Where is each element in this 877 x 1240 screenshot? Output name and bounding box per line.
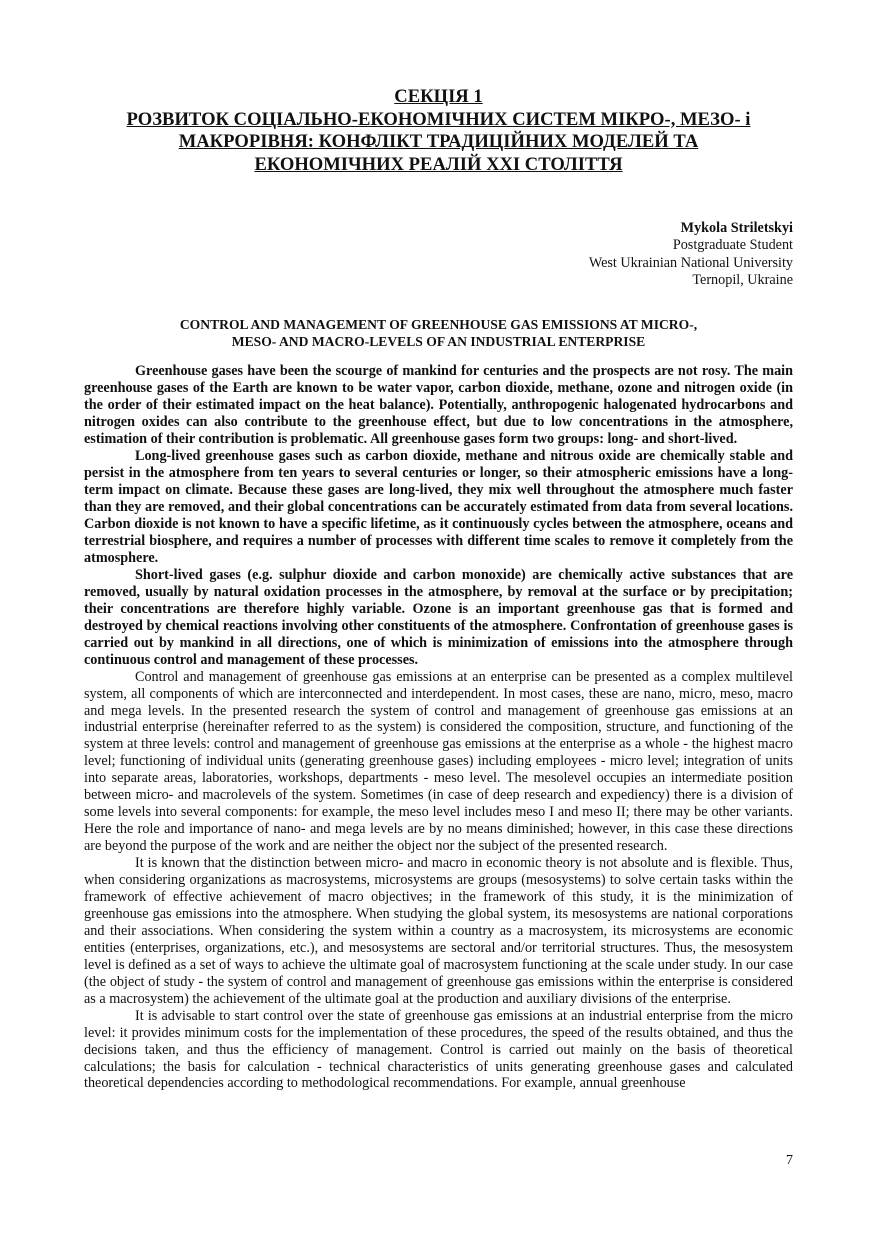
author-university: West Ukrainian National University — [588, 254, 793, 271]
author-block — [84, 220, 793, 290]
section-title — [84, 86, 793, 176]
section-number: СЕКЦІЯ 1 — [394, 86, 483, 107]
paper-title-line: MESO- AND MACRO-LEVELS OF AN INDUSTRIAL ENTERPRISE — [231, 334, 646, 350]
page — [84, 86, 793, 1092]
paragraph: Long-lived greenhouse gases such as carbon dioxide, methane and nitrous oxide are chemically stable and persist in the atmosphere from ten years to several centuries or longer, so their atmospheric emissions have a long-term impact on climate. Because these gases are long-lived, they mix well throughout the atmosphere much faster than they are removed, and their global concentrations can be accurately estimated from data from several locations. Carbon dioxide is not known to have a specific lifetime, as it continuously cycles between the atmosphere, oceans and terrestrial biosphere, and requires a number of processes with different time scales to remove it completely from the atmosphere. — [84, 448, 793, 566]
section-title-line: ЕКОНОМІЧНИХ РЕАЛІЙ ХХІ СТОЛІТТЯ — [254, 153, 623, 175]
page-number: 7 — [786, 1153, 793, 1168]
paper-title-line: CONTROL AND MANAGEMENT OF GREENHOUSE GAS EMISSIONS AT MICRO-, — [179, 316, 698, 332]
author-position: Postgraduate Student — [672, 237, 793, 254]
body-text — [84, 363, 793, 1092]
paragraph: Greenhouse gases have been the scourge of mankind for centuries and the prospects are not rosy. The main greenhouse gases of the Earth are known to be water vapor, carbon dioxide, methane, ozone and nitrogen oxide (in the order of their estimated impact on the heat balance). Potentially, anthropogenic halogenated hydrocarbons and nitrogen oxides can also contribute to the greenhouse effect, but due to low concentrations in the atmosphere, estimation of their contribution is problematic. All greenhouse gases form two groups: long- and short-lived. — [84, 363, 793, 448]
author-name: Mykola Striletskyi — [680, 220, 793, 236]
paragraph: Control and management of greenhouse gas emissions at an enterprise can be presented as a complex multilevel system, all components of which are interconnected and interdependent. In most cases, these are nano, micro, meso, macro and mega levels. In the presented research the system of control and management of greenhouse gas emissions at an industrial enterprise (hereinafter referred to as the system) is considered the composition, structure, and functioning of the system at three levels: control and management of greenhouse gas emissions at the enterprise as a whole - the highest macro level; functioning of individual units (generating greenhouse gases) including employees - micro level; integration of units into separate areas, laboratories, workshops, departments - meso level. The mesolevel occupies an intermediate position between micro- and macrolevels of the system. Sometimes (in case of deep research and expediency) there is a division of some levels into several components: for example, the meso level includes meso I and meso II; there may be other variants. Here the role and importance of nano- and mega levels are by no means diminished; however, in this case these directions are beyond the purpose of the work and are neither the object nor the subject of the presented research. — [84, 668, 793, 855]
section-title-line: РОЗВИТОК СОЦІАЛЬНО-ЕКОНОМІЧНИХ СИСТЕМ МІКРО-, МЕЗО- і — [126, 108, 751, 130]
paper-title — [84, 316, 793, 351]
paragraph: Short-lived gases (e.g. sulphur dioxide and carbon monoxide) are chemically active substances that are removed, usually by natural oxidation processes in the atmosphere, by removal at the surface or by precipitation; their concentrations are therefore highly variable. Ozone is an important greenhouse gas that is formed and destroyed by chemical reactions involving other constituents of the atmosphere. Confrontation of greenhouse gases is carried out by mankind in all directions, one of which is minimization of emissions into the atmosphere through continuous control and management of these processes. — [84, 566, 793, 668]
section-title-line: МАКРОРІВНЯ: КОНФЛІКТ ТРАДИЦІЙНИХ МОДЕЛЕЙ ТА — [178, 131, 699, 152]
author-location: Ternopil, Ukraine — [692, 272, 793, 289]
paragraph: It is advisable to start control over the state of greenhouse gas emissions at an industrial enterprise from the micro level: it provides minimum costs for the implementation of these procedures, the speed of the results obtained, and thus the decisions taken, and thus the efficiency of management. Control is carried out mainly on the basis of theoretical calculations; the basis for calculation - technical characteristics of units generating greenhouse gases and calculated theoretical dependencies according to methodological recommendations. For example, annual greenhouse — [84, 1007, 793, 1092]
paragraph: It is known that the distinction between micro- and macro in economic theory is not absolute and is flexible. Thus, when considering organizations as macrosystems, microsystems are groups (mesosystems) to solve certain tasks within the framework of effective achievement of macro objectives; in the framework of this study, it is the minimization of greenhouse gas emissions into the atmosphere. When studying the global system, its mesosystems are national corporations and their associations. When considering the system within a country as a macrosystem, its microsystems are economic entities (enterprises, organizations, etc.), and mesosystems are sectoral and/or territorial structures. Thus, the mesosystem level is defined as a set of ways to achieve the ultimate goal of macrosystem functioning at the scale under study. In our case (the object of study - the system of control and management of greenhouse gas emissions within the enterprise is considered as a macrosystem) the achievement of the ultimate goal at the production and auxiliary divisions of the enterprise. — [84, 855, 793, 1007]
